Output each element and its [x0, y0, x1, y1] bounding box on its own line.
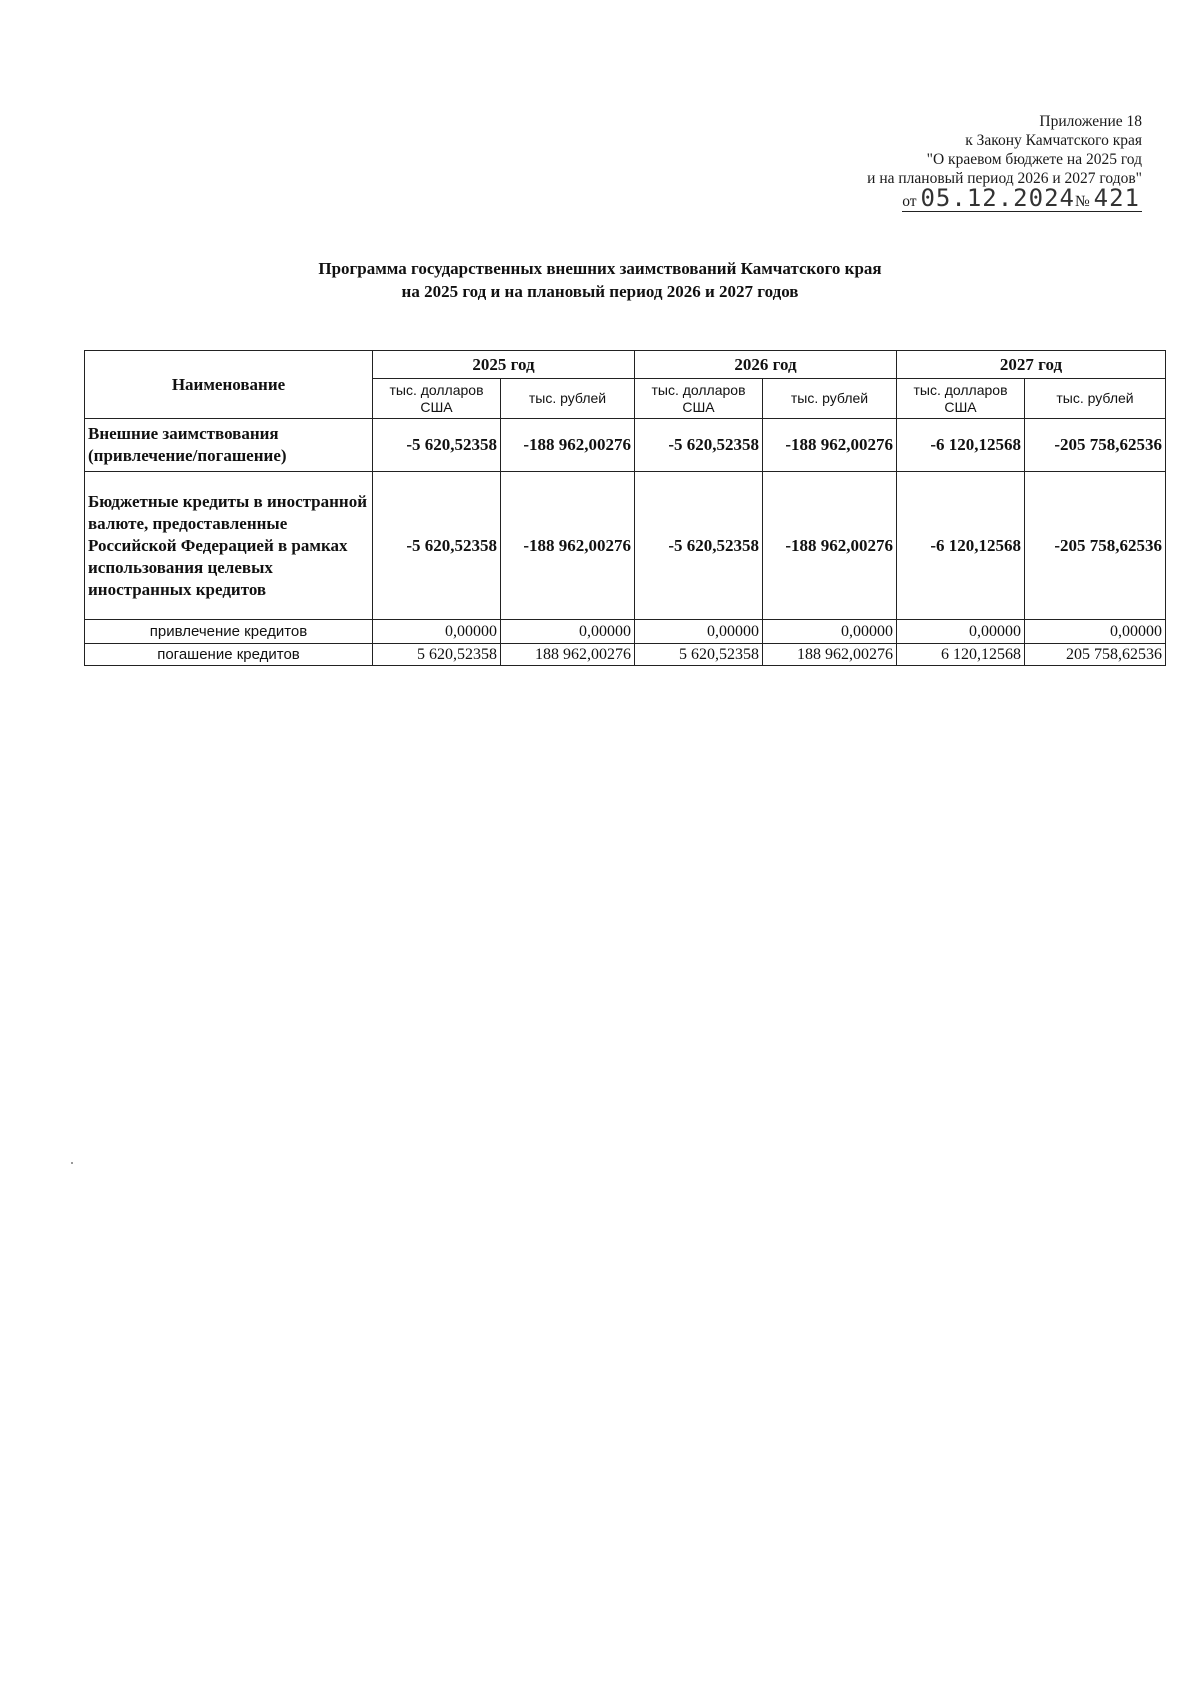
- table-row: [85, 644, 1166, 666]
- cell-value: -6 120,12568: [897, 472, 1025, 620]
- unit-rub-2026: тыс. рублей: [763, 379, 897, 419]
- cell-value: 5 620,52358: [635, 644, 763, 666]
- unit-rub-2025: тыс. рублей: [501, 379, 635, 419]
- row-name: погашение кредитов: [85, 644, 373, 666]
- document-title: [0, 257, 1200, 303]
- table-row: [85, 419, 1166, 472]
- appendix-line-3: "О краевом бюджете на 2025 год: [926, 151, 1142, 168]
- cell-value: -205 758,62536: [1025, 472, 1166, 620]
- row-name: Бюджетные кредиты в иностранной валюте, предоставленные Российской Федерацией в рамках использования целевых иностранных кредитов: [85, 472, 373, 620]
- cell-value: -188 962,00276: [501, 472, 635, 620]
- cell-value: 5 620,52358: [373, 644, 501, 666]
- law-date: 05.12.2024: [920, 184, 1075, 212]
- table-row: [85, 472, 1166, 620]
- cell-value: 0,00000: [763, 620, 897, 644]
- cell-value: 188 962,00276: [501, 644, 635, 666]
- unit-usd-2025: тыс. долларов США: [373, 379, 501, 419]
- appendix-line-2: к Закону Камчатского края: [965, 132, 1142, 149]
- table-row: [85, 620, 1166, 644]
- unit-usd-2027: тыс. долларов США: [897, 379, 1025, 419]
- column-header-year-2026: 2026 год: [635, 351, 897, 379]
- row-name: Внешние заимствования (привлечение/погашение): [85, 419, 373, 472]
- row-name: привлечение кредитов: [85, 620, 373, 644]
- cell-value: 0,00000: [1025, 620, 1166, 644]
- law-number: 421: [1093, 184, 1140, 212]
- column-header-year-2027: 2027 год: [897, 351, 1166, 379]
- cell-value: -188 962,00276: [763, 419, 897, 472]
- cell-value: 205 758,62536: [1025, 644, 1166, 666]
- scan-artifact: [71, 1162, 73, 1164]
- column-header-year-2025: 2025 год: [373, 351, 635, 379]
- cell-value: -205 758,62536: [1025, 419, 1166, 472]
- unit-rub-2027: тыс. рублей: [1025, 379, 1166, 419]
- title-line-1: Программа государственных внешних заимствований Камчатского края: [318, 259, 882, 278]
- appendix-header: [867, 112, 1142, 212]
- cell-value: -6 120,12568: [897, 419, 1025, 472]
- title-line-2: на 2025 год и на плановый период 2026 и 2027 годов: [401, 282, 799, 301]
- appendix-line-4: и на плановый период 2026 и 2027 годов": [867, 170, 1142, 187]
- number-label: №: [1074, 193, 1090, 210]
- cell-value: -5 620,52358: [635, 472, 763, 620]
- cell-value: 188 962,00276: [763, 644, 897, 666]
- cell-value: 0,00000: [501, 620, 635, 644]
- cell-value: 0,00000: [897, 620, 1025, 644]
- cell-value: 0,00000: [635, 620, 763, 644]
- cell-value: 0,00000: [373, 620, 501, 644]
- cell-value: -188 962,00276: [763, 472, 897, 620]
- appendix-line-1: Приложение 18: [1039, 113, 1142, 130]
- law-date-number: [902, 184, 1142, 212]
- column-header-name: Наименование: [85, 351, 373, 419]
- unit-usd-2026: тыс. долларов США: [635, 379, 763, 419]
- borrowing-table: [84, 350, 1166, 666]
- cell-value: 6 120,12568: [897, 644, 1025, 666]
- cell-value: -188 962,00276: [501, 419, 635, 472]
- date-prefix: от: [902, 193, 917, 210]
- cell-value: -5 620,52358: [373, 419, 501, 472]
- cell-value: -5 620,52358: [373, 472, 501, 620]
- cell-value: -5 620,52358: [635, 419, 763, 472]
